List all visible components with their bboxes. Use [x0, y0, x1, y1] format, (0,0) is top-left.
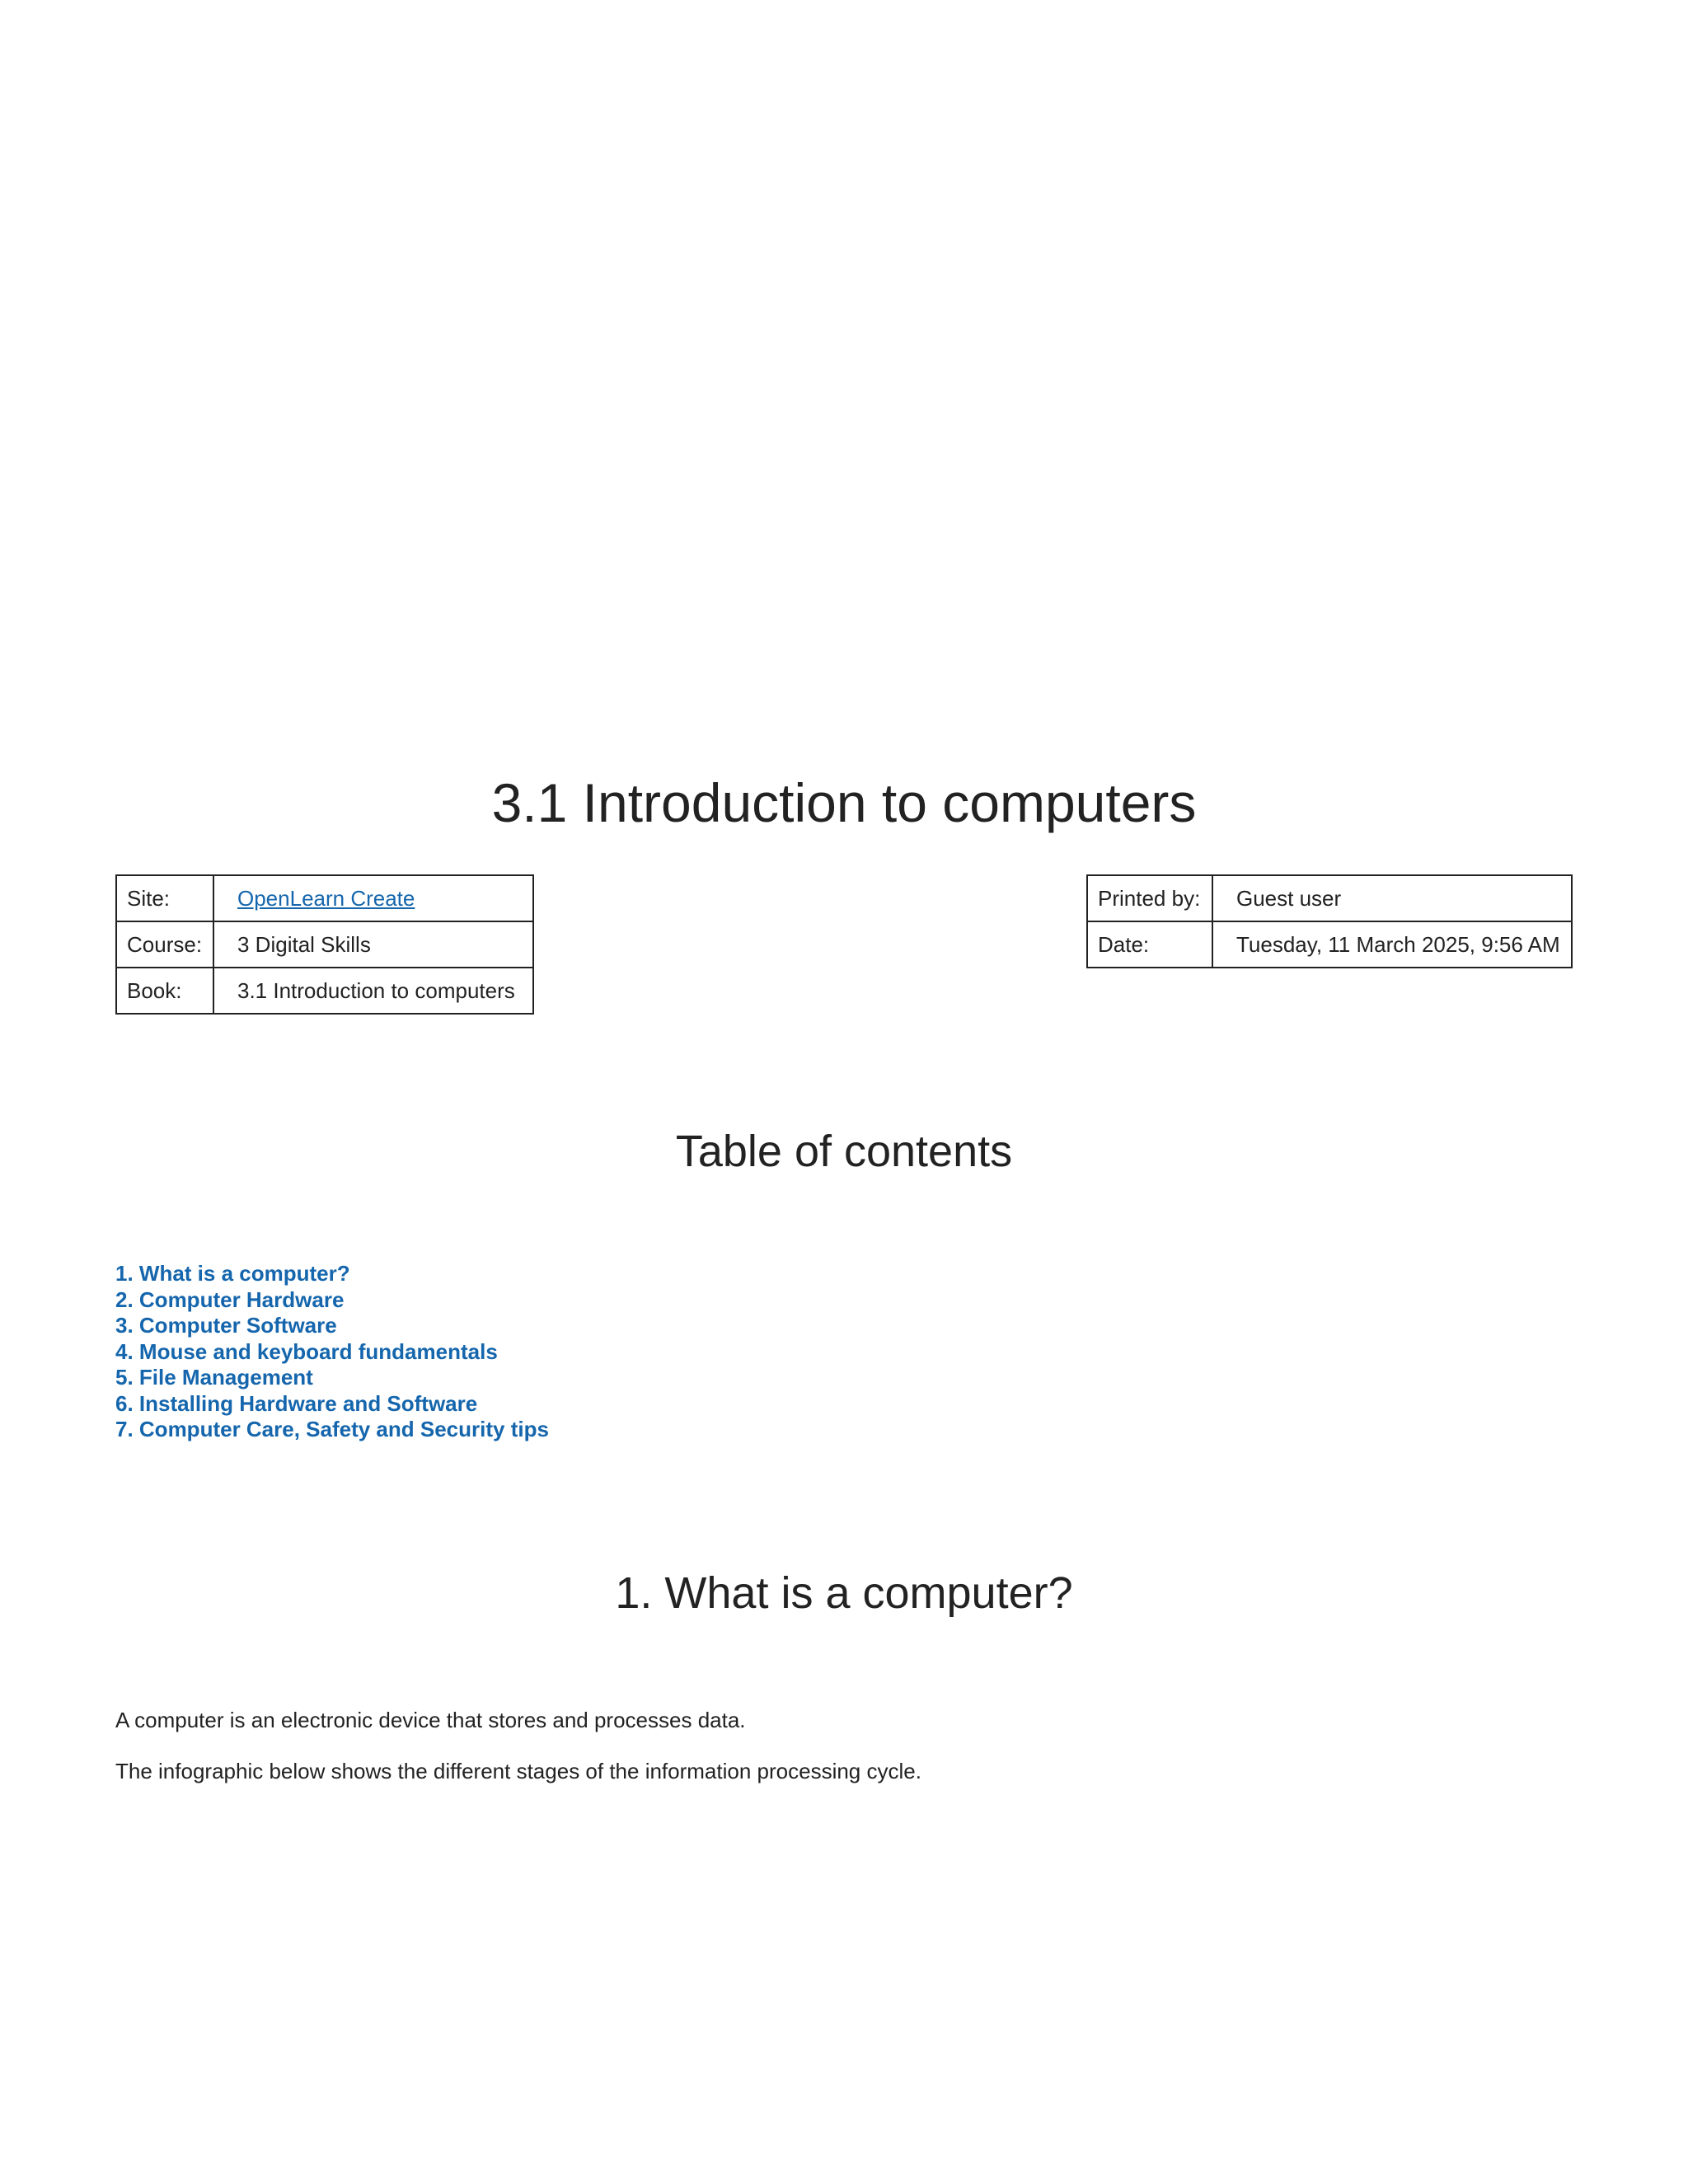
table-row [116, 875, 533, 921]
body-paragraph: A computer is an electronic device that stores and processes data. [115, 1708, 746, 1732]
toc-item [115, 1313, 549, 1339]
toc-item [115, 1417, 549, 1443]
toc-item [115, 1287, 549, 1314]
table-row [1087, 875, 1572, 921]
book-label: Book: [116, 968, 213, 1014]
table-row [116, 921, 533, 968]
course-label: Course: [116, 921, 213, 968]
table-row [1087, 921, 1572, 968]
book-value: 3.1 Introduction to computers [213, 968, 533, 1014]
toc-item [115, 1261, 549, 1287]
table-row [116, 968, 533, 1014]
toc-link-mouse-keyboard[interactable]: 4. Mouse and keyboard fundamentals [115, 1338, 498, 1364]
toc-item [115, 1339, 549, 1366]
body-paragraph: The infographic below shows the different stages of the information processing cycle. [115, 1759, 921, 1783]
printed-by-value: Guest user [1212, 875, 1572, 921]
toc-link-computer-care-safety[interactable]: 7. Computer Care, Safety and Security tips [115, 1417, 549, 1441]
course-value: 3 Digital Skills [213, 921, 533, 968]
book-info-table [115, 874, 534, 1015]
toc-link-installing-hardware-software[interactable]: 6. Installing Hardware and Software [115, 1390, 478, 1416]
toc-item [115, 1365, 549, 1391]
toc-link-file-management[interactable]: 5. File Management [115, 1365, 313, 1390]
site-value [213, 875, 533, 921]
printed-by-label: Printed by: [1087, 875, 1212, 921]
toc-heading: Table of contents [675, 1127, 1013, 1176]
site-link[interactable]: OpenLearn Create [237, 885, 415, 911]
section-heading: 1. What is a computer? [615, 1568, 1073, 1618]
print-info-table [1086, 874, 1573, 968]
toc-list [115, 1261, 549, 1443]
toc-link-what-is-a-computer[interactable]: 1. What is a computer? [115, 1261, 350, 1286]
date-value: Tuesday, 11 March 2025, 9:56 AM [1212, 921, 1572, 968]
toc-link-computer-hardware[interactable]: 2. Computer Hardware [115, 1286, 345, 1312]
date-label: Date: [1087, 921, 1212, 968]
toc-item [115, 1391, 549, 1418]
page-title: 3.1 Introduction to computers [491, 772, 1197, 833]
site-label: Site: [116, 875, 213, 921]
toc-link-computer-software[interactable]: 3. Computer Software [115, 1313, 337, 1338]
